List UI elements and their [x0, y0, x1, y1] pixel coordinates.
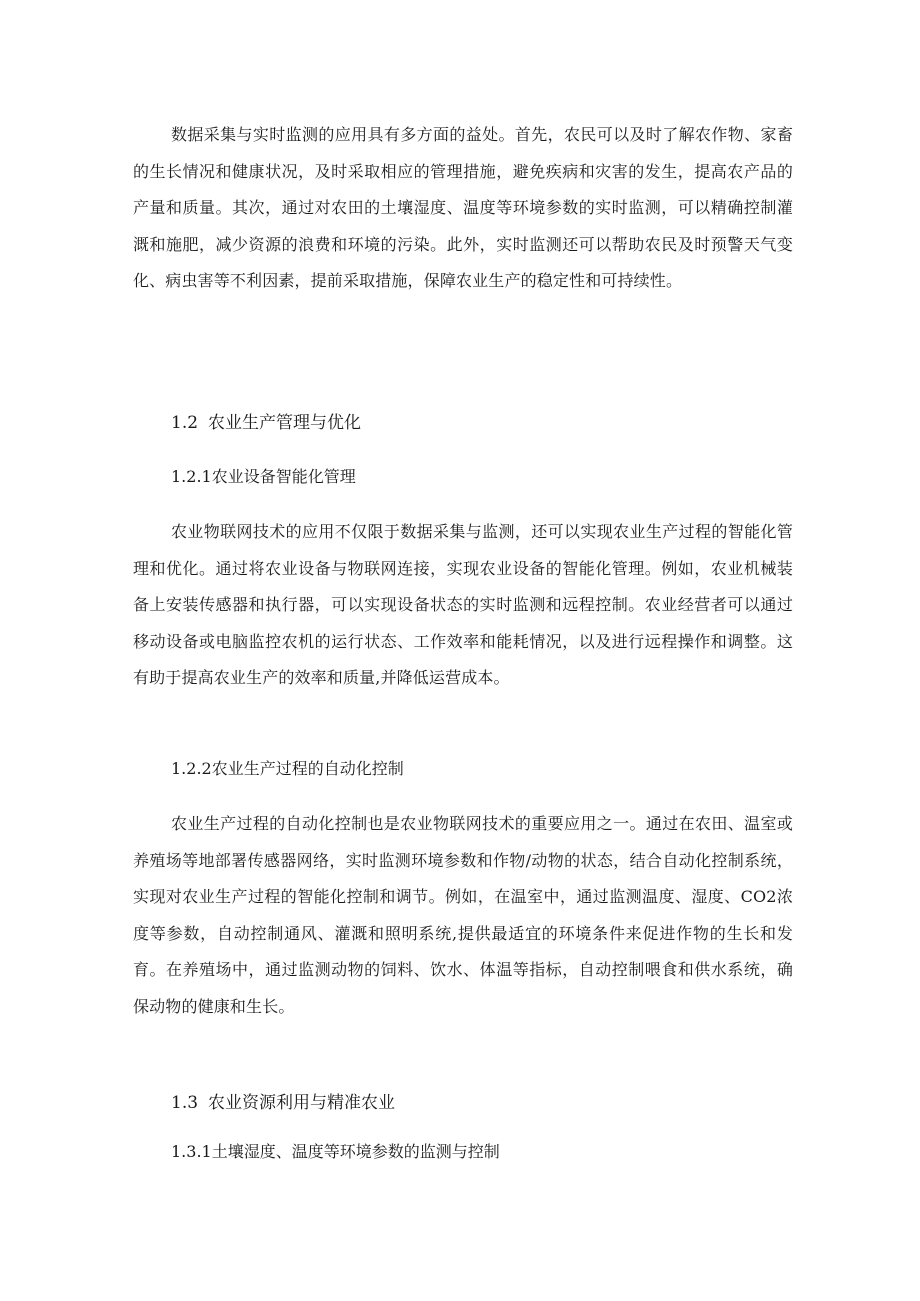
section-heading-1-3	[171, 1091, 395, 1115]
subsection-heading-1-2-1: 1.2.1农业设备智能化管理	[171, 467, 356, 486]
section-title: 农业资源利用与精准农业	[208, 1093, 396, 1113]
paragraph-automation-control: 农业生产过程的自动化控制也是农业物联网技术的重要应用之一。通过在农田、温室或养殖场等地部署传感器网络，实时监测环境参数和作物/动物的状态，结合自动化控制系统，实现对农业生产过程的智能化控制和调节。例如，在温室中，通过监测温度、湿度、CO2浓度等参数，自动控制通风、灌溉和照明系统,提供最适宜的环境条件来促进作物的生长和发育。在养殖场中，通过监测动物的饲料、饮水、体温等指标，自动控制喂食和供水系统，确保动物的健康和生长。	[133, 814, 793, 1016]
section-title: 农业生产管理与优化	[208, 413, 362, 433]
paragraph-data-monitoring-benefits: 数据采集与实时监测的应用具有多方面的益处。首先，农民可以及时了解农作物、家畜的生长情况和健康状况，及时采取相应的管理措施，避免疾病和灾害的发生，提高农产品的产量和质量。其次，通过对农田的土壤湿度、温度等环境参数的实时监测，可以精确控制灌溉和施肥，减少资源的浪费和环境的污染。此外，实时监测还可以帮助农民及时预警天气变化、病虫害等不利因素，提前采取措施，保障农业生产的稳定性和可持续性。	[133, 125, 793, 290]
paragraph-equipment-management: 农业物联网技术的应用不仅限于数据采集与监测，还可以实现农业生产过程的智能化管理和优化。通过将农业设备与物联网连接，实现农业设备的智能化管理。例如，农业机械装备上安装传感器和执行器，可以实现设备状态的实时监测和远程控制。农业经营者可以通过移动设备或电脑监控农机的运行状态、工作效率和能耗情况，以及进行远程操作和调整。这有助于提高农业生产的效率和质量,并降低运营成本。	[133, 522, 793, 687]
section-number: 1.2	[171, 413, 199, 433]
subsection-heading-1-3-1: 1.3.1土壤湿度、温度等环境参数的监测与控制	[171, 1142, 500, 1161]
section-number: 1.3	[171, 1093, 199, 1113]
section-heading-1-2	[171, 411, 361, 435]
subsection-heading-1-2-2: 1.2.2农业生产过程的自动化控制	[171, 759, 404, 778]
